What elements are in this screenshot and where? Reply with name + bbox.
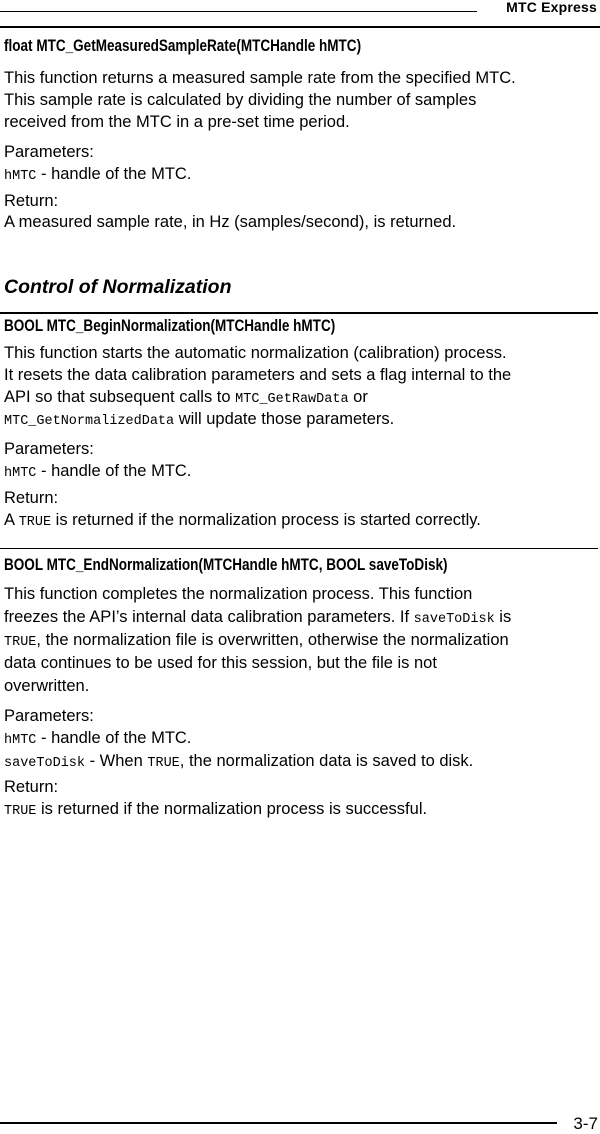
code: saveToDisk: [413, 612, 495, 627]
param-text: - handle of the MTC.: [36, 165, 192, 183]
text: freezes the API’s internal data calibration parameters. If: [4, 608, 414, 626]
func2-return-label: Return:: [4, 489, 59, 507]
text: is returned if the normalization process is successful.: [36, 800, 428, 818]
page-number: 3-7: [573, 1114, 598, 1133]
text: A: [4, 511, 19, 529]
code: MTC_GetNormalizedData: [4, 414, 175, 429]
func3-description-line-5: overwritten.: [4, 677, 90, 695]
text: is: [494, 608, 512, 626]
section-title: Control of Normalization: [4, 276, 232, 298]
header-rule: [0, 26, 600, 28]
function-signature-begin-normalization: BOOL MTC_BeginNormalization(MTCHandle hMTC): [4, 317, 336, 335]
func2-description-line-4: [4, 408, 394, 434]
func3-parameter-hmtc: [4, 727, 191, 753]
function-signature-end-normalization: BOOL MTC_EndNormalization(MTCHandle hMTC, BOOL saveToDisk): [4, 556, 448, 574]
running-header: MTC Express: [506, 0, 597, 15]
func2-parameters-label: Parameters:: [4, 440, 94, 458]
param-text: - handle of the MTC.: [36, 462, 192, 480]
param-code: saveToDisk: [4, 756, 86, 771]
text: , the normalization file is overwritten, otherwise the normalization: [36, 631, 509, 649]
text: API so that subsequent calls to: [4, 388, 236, 406]
func1-description-line-3: received from the MTC in a pre-set time period.: [4, 113, 350, 131]
function-rule: [0, 548, 598, 549]
func1-return-label: Return:: [4, 192, 59, 210]
text: or: [348, 388, 368, 406]
func3-return-label: Return:: [4, 778, 59, 796]
func2-parameter-hmtc: [4, 460, 191, 486]
param-text: - When: [85, 752, 148, 770]
func2-description-line-1: This function starts the automatic normalization (calibration) process.: [4, 344, 507, 362]
code: TRUE: [4, 804, 37, 819]
func3-return-text: [4, 798, 427, 824]
code: TRUE: [147, 756, 180, 771]
text: is returned if the normalization process is started correctly.: [51, 511, 481, 529]
func2-description-line-2: It resets the data calibration parameters and sets a flag internal to the: [4, 366, 512, 384]
header-line: [0, 11, 477, 12]
param-text: , the normalization data is saved to disk.: [179, 752, 474, 770]
func3-parameter-save-to-disk: [4, 750, 473, 776]
text: will update those parameters.: [174, 410, 395, 428]
code: MTC_GetRawData: [235, 392, 349, 407]
func2-return-text: [4, 509, 481, 535]
func3-description-line-1: This function completes the normalization process. This function: [4, 585, 473, 603]
code: TRUE: [4, 635, 37, 650]
func3-parameters-label: Parameters:: [4, 707, 94, 725]
param-code: hMTC: [4, 733, 37, 748]
function-signature-get-measured-sample-rate: float MTC_GetMeasuredSampleRate(MTCHandle hMTC): [4, 37, 362, 55]
param-text: - handle of the MTC.: [36, 729, 192, 747]
func1-parameters-label: Parameters:: [4, 143, 94, 161]
func3-description-line-3: [4, 629, 509, 655]
func1-description-line-2: This sample rate is calculated by dividing the number of samples: [4, 91, 477, 109]
func1-description-line-1: This function returns a measured sample rate from the specified MTC.: [4, 69, 516, 87]
func1-parameter-hmtc: [4, 163, 191, 189]
code: TRUE: [18, 515, 52, 530]
section-rule: [0, 312, 598, 314]
param-code: hMTC: [4, 169, 37, 184]
func3-description-line-2: [4, 606, 511, 632]
footer-line: [0, 1122, 557, 1124]
func1-return-text: A measured sample rate, in Hz (samples/second), is returned.: [4, 213, 457, 231]
func3-description-line-4: data continues to be used for this session, but the file is not: [4, 654, 437, 672]
param-code: hMTC: [4, 466, 37, 481]
